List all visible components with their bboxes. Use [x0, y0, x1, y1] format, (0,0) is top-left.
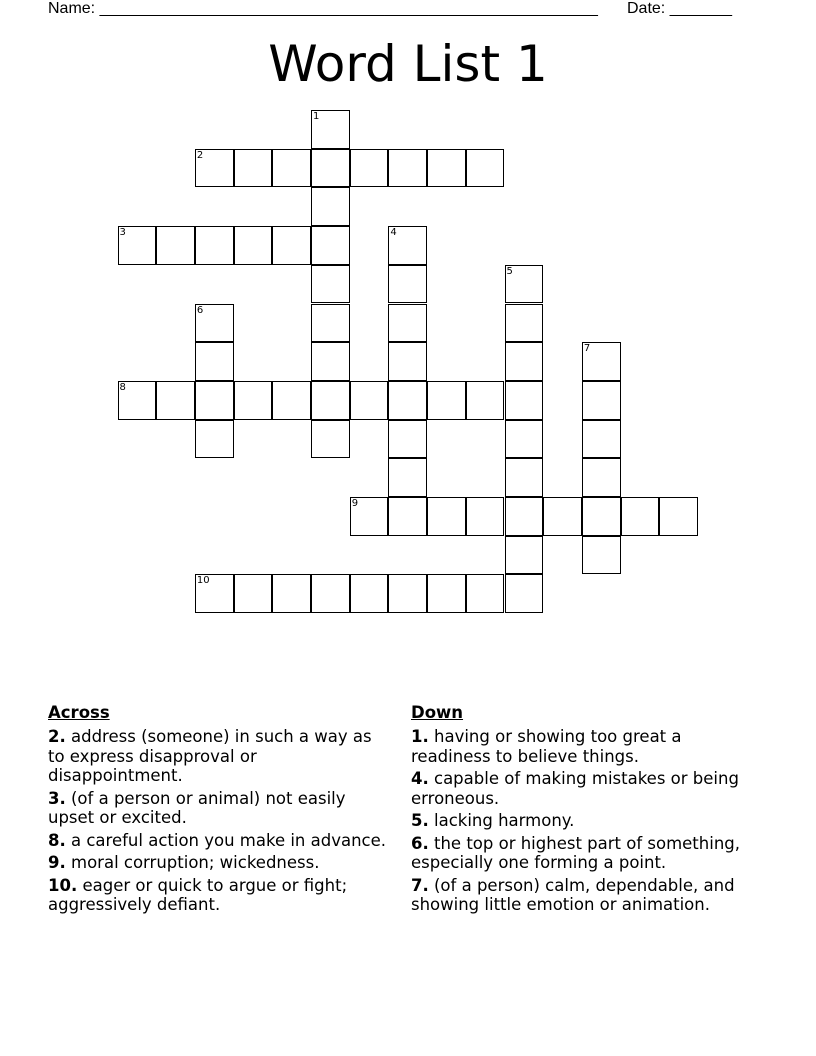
grid-cell[interactable]	[311, 226, 350, 265]
grid-cell[interactable]	[272, 149, 311, 188]
down-clues	[411, 703, 761, 918]
grid-cell[interactable]	[505, 265, 544, 304]
grid-cell[interactable]	[582, 458, 621, 497]
grid-cell[interactable]	[195, 420, 234, 459]
grid-cell[interactable]	[195, 342, 234, 381]
grid-cell[interactable]	[659, 497, 698, 536]
grid-cell[interactable]	[118, 226, 157, 265]
grid-cell[interactable]	[582, 497, 621, 536]
clue-number: 3	[119, 227, 126, 239]
clue-number: 9	[351, 498, 359, 509]
grid-cell[interactable]	[388, 420, 427, 459]
grid-cell[interactable]	[466, 381, 505, 420]
clue-number: 10	[196, 575, 210, 587]
grid-cell[interactable]	[582, 420, 621, 459]
grid-cell[interactable]	[311, 304, 350, 343]
grid-cell[interactable]	[427, 574, 466, 613]
grid-cell[interactable]	[466, 149, 505, 188]
clue-number: 1	[313, 111, 320, 122]
grid-cell[interactable]	[427, 381, 466, 420]
grid-cell[interactable]	[505, 420, 544, 459]
grid-cell[interactable]	[350, 381, 389, 420]
clue-across-10: 10. eager or quick to argue or fight; aggressively defiant.	[48, 875, 348, 914]
grid-cell[interactable]	[427, 497, 466, 536]
grid-cell[interactable]	[272, 574, 311, 613]
grid-cell[interactable]	[582, 536, 621, 575]
grid-cell[interactable]	[350, 497, 389, 536]
grid-cell[interactable]	[272, 226, 311, 265]
grid-cell[interactable]	[311, 265, 350, 304]
clue-number: 8	[119, 381, 126, 393]
grid-cell[interactable]	[582, 381, 621, 420]
grid-cell[interactable]	[505, 574, 544, 613]
grid-cell[interactable]	[195, 226, 234, 265]
clue-down-7: 7. (of a person) calm, dependable, and showing little emotion or animation.	[411, 875, 735, 914]
grid-cell[interactable]	[543, 497, 582, 536]
grid-cell[interactable]	[118, 381, 157, 420]
grid-cell[interactable]	[505, 342, 544, 381]
grid-cell[interactable]	[505, 381, 544, 420]
grid-cell[interactable]	[311, 187, 350, 226]
grid-cell[interactable]	[311, 420, 350, 459]
across-clues	[48, 703, 388, 918]
grid-cell[interactable]	[311, 110, 350, 149]
date-field[interactable]: Date: _______	[627, 0, 732, 17]
clue-across-2: 2. address (someone) in such a way as to express disapproval or disappointment.	[48, 727, 372, 785]
page-title: Word List 1	[268, 35, 548, 93]
grid-cell[interactable]	[234, 149, 273, 188]
grid-cell[interactable]	[505, 458, 544, 497]
grid-cell[interactable]	[466, 497, 505, 536]
clue-down-5: 5. lacking harmony.	[411, 811, 575, 830]
down-heading: Down	[411, 703, 464, 722]
grid-cell[interactable]	[388, 574, 427, 613]
grid-cell[interactable]	[311, 342, 350, 381]
grid-cell[interactable]	[156, 381, 195, 420]
grid-cell[interactable]	[505, 536, 544, 575]
grid-cell[interactable]	[388, 342, 427, 381]
grid-cell[interactable]	[311, 381, 350, 420]
name-field[interactable]: Name: ________________________________________________________	[48, 0, 598, 17]
grid-cell[interactable]	[195, 304, 234, 343]
grid-cell[interactable]	[311, 149, 350, 188]
grid-cell[interactable]	[350, 574, 389, 613]
grid-cell[interactable]	[388, 226, 427, 265]
grid-cell[interactable]	[311, 574, 350, 613]
clue-across-8: 8. a careful action you make in advance.	[48, 830, 387, 850]
grid-cell[interactable]	[388, 149, 427, 188]
grid-cell[interactable]	[195, 149, 234, 188]
grid-cell[interactable]	[195, 574, 234, 613]
clue-number: 4	[390, 227, 397, 239]
grid-cell[interactable]	[582, 342, 621, 381]
clue-down-4: 4. capable of making mistakes or being erroneous.	[411, 769, 739, 808]
clue-down-6: 6. the top or highest part of something, especially one forming a point.	[411, 833, 740, 872]
grid-cell[interactable]	[388, 497, 427, 536]
grid-cell[interactable]	[156, 226, 195, 265]
grid-cell[interactable]	[388, 265, 427, 304]
grid-cell[interactable]	[388, 458, 427, 497]
grid-cell[interactable]	[388, 381, 427, 420]
clue-across-9: 9. moral corruption; wickedness.	[48, 853, 320, 872]
grid-cell[interactable]	[388, 304, 427, 343]
grid-cell[interactable]	[234, 574, 273, 613]
grid-cell[interactable]	[272, 381, 311, 420]
clue-down-1: 1. having or showing too great a readiness to believe things.	[411, 727, 682, 766]
clue-across-3: 3. (of a person or animal) not easily upset or excited.	[48, 788, 346, 827]
grid-cell[interactable]	[466, 574, 505, 613]
grid-cell[interactable]	[621, 497, 660, 536]
grid-cell[interactable]	[195, 381, 234, 420]
clue-number: 7	[583, 343, 591, 355]
grid-cell[interactable]	[234, 226, 273, 265]
clue-number: 6	[196, 304, 204, 316]
grid-cell[interactable]	[427, 149, 466, 188]
grid-cell[interactable]	[234, 381, 273, 420]
grid-cell[interactable]	[505, 497, 544, 536]
clue-number: 2	[196, 149, 204, 161]
grid-cell[interactable]	[350, 149, 389, 188]
across-heading: Across	[48, 703, 110, 722]
clue-number: 5	[506, 265, 513, 277]
grid-cell[interactable]	[505, 304, 544, 343]
